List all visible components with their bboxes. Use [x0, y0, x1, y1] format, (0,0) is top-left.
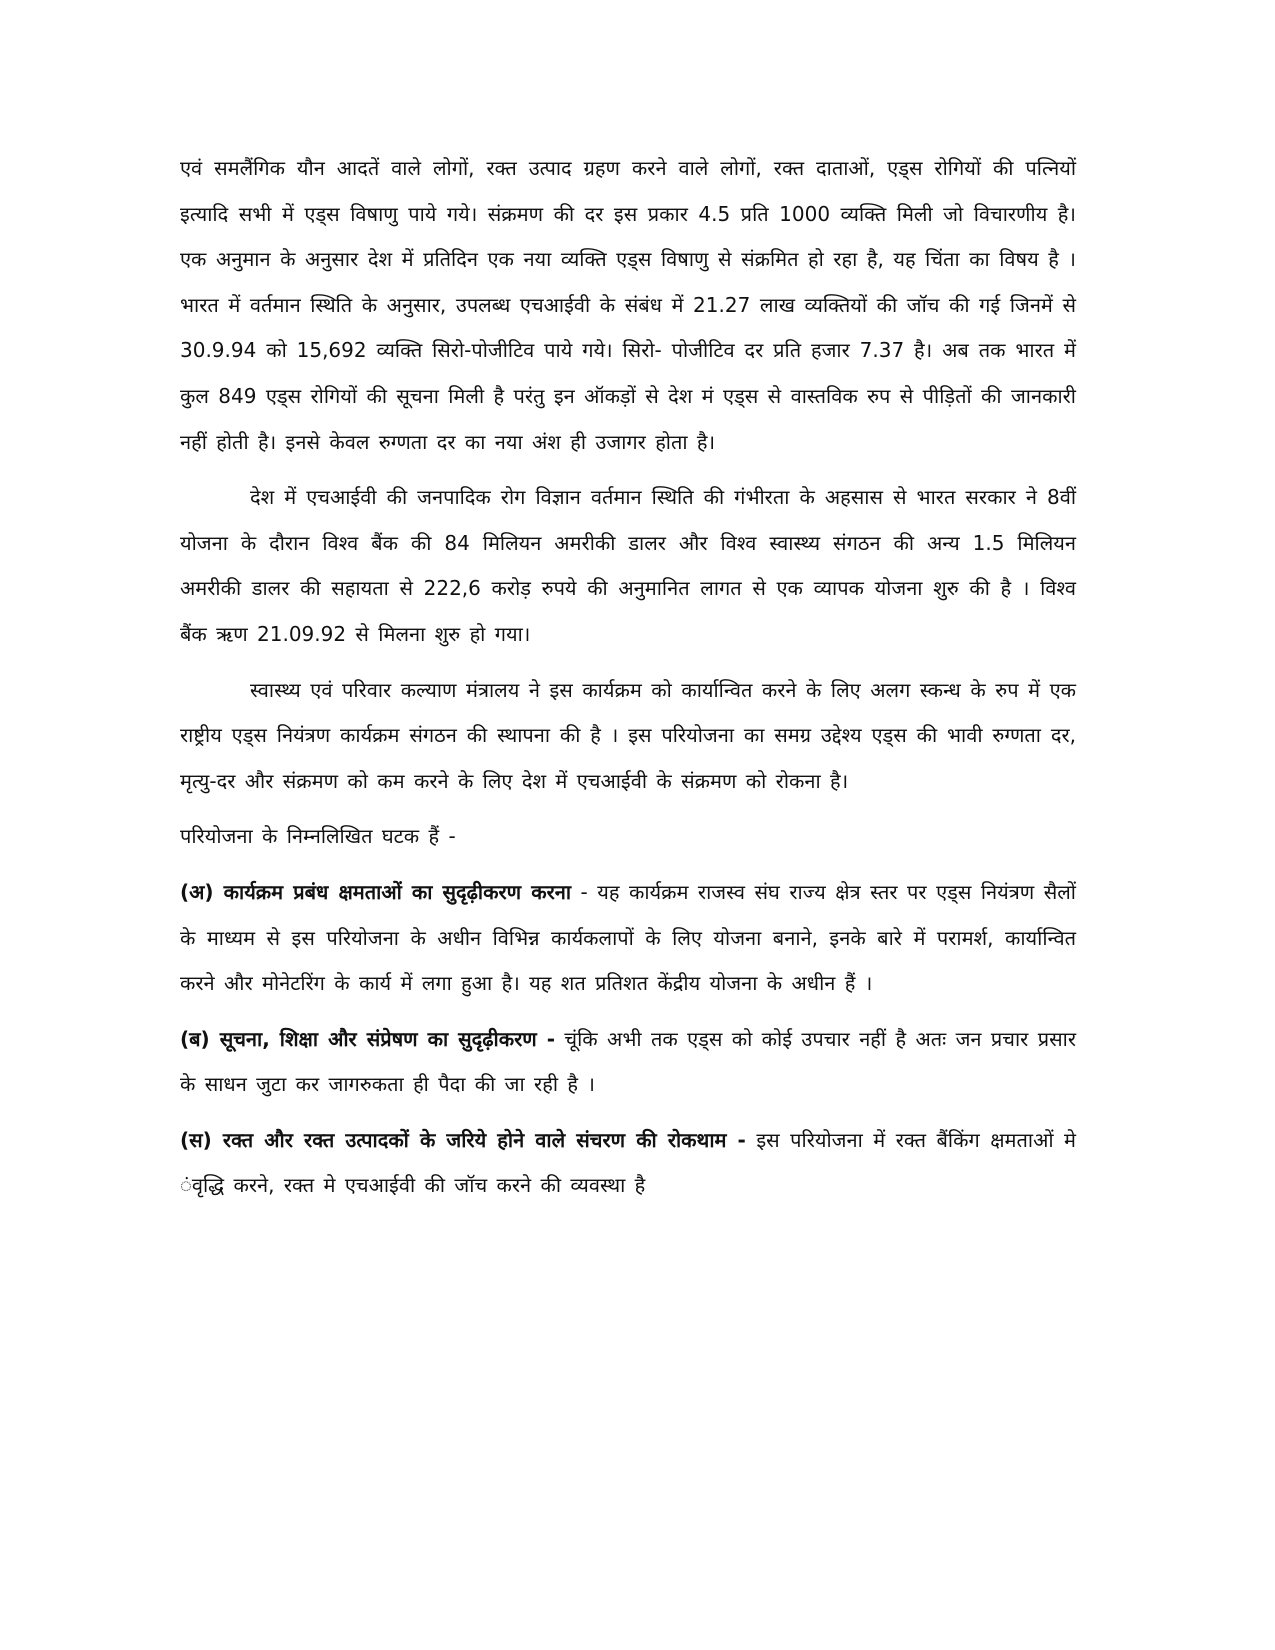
component-b-title: (ब) सूचना, शिक्षा और संप्रेषण का सुदृढ़ीकरण - [180, 1026, 556, 1051]
component-c-title: (स) रक्त और रक्त उत्पादकों के जरिये होने वाले संचरण की रोकथाम - [180, 1127, 746, 1152]
component-b [180, 1017, 1076, 1108]
paragraph-3: स्वास्थ्य एवं परिवार कल्याण मंत्रालय ने इस कार्यक्रम को कार्यान्वित करने के लिए अलग स्कन्ध के रुप में एक राष्ट्रीय एड्स नियंत्रण कार्यक्रम संगठन की स्थापना की है । इस परियोजना का समग्र उद्देश्य एड्स की भावी रुग्णता दर, मृत्यु-दर और संक्रमण को कम करने के लिए देश में एचआईवी के संक्रमण को रोकना है। [180, 677, 1076, 793]
components-intro: परियोजना के निम्नलिखित घटक हैं - [180, 824, 456, 849]
component-a [180, 870, 1076, 1007]
document-page [180, 146, 1076, 1219]
component-c [180, 1118, 1076, 1209]
component-c-text: इस परियोजना में रक्त बैंकिंग क्षमताओं मे ंवृद्धि करने, रक्त मे एचआईवी की जॉच करने की व्यवस्था है [180, 1127, 1076, 1198]
paragraph-2: देश में एचआईवी की जनपादिक रोग विज्ञान वर्तमान स्थिति की गंभीरता के अहसास से भारत सरकार ने 8वीं योजना के दौरान विश्व बैंक की 84 मिलियन अमरीकी डालर और विश्व स्वास्थ्य संगठन की अन्य 1.5 मिलियन अमरीकी डालर की सहायता से 222,6 करोड़ रुपये की अनुमानित लागत से एक व्यापक योजना शुरु की है । विश्व बैंक ऋण 21.09.92 से मिलना शुरु हो गया। [180, 485, 1076, 646]
component-a-title: (अ) कार्यक्रम प्रबंध क्षमताओं का सुदृढ़ीकरण करना [180, 879, 572, 904]
component-a-text: - यह कार्यक्रम राजस्व संघ राज्य क्षेत्र स्तर पर एड्स नियंत्रण सैलों के माध्यम से इस परियोजना के अधीन विभिन्न कार्यकलापों के लिए योजना बनाने, इनके बारे में परामर्श, कार्यान्वित करने और मोनेटरिंग के कार्य में लगा हुआ है। यह शत प्रतिशत केंद्रीय योजना के अधीन हैं । [180, 879, 1076, 996]
paragraph-1: एवं समलैंगिक यौन आदतें वाले लोगों, रक्त उत्पाद ग्रहण करने वाले लोगों, रक्त दाताओं, एड्स रोगियों की पत्नियों इत्यादि सभी में एड्स विषाणु पाये गये। संक्रमण की दर इस प्रकार 4.5 प्रति 1000 व्यक्ति मिली जो विचारणीय है। एक अनुमान के अनुसार देश में प्रतिदिन एक नया व्यक्ति एड्स विषाणु से संक्रमित हो रहा है, यह चिंता का विषय है । भारत में वर्तमान स्थिति के अनुसार, उपलब्ध एचआईवी के संबंध में 21.27 लाख व्यक्तियों की जॉच की गई जिनमें से 30.9.94 को 15,692 व्यक्ति सिरो-पोजीटिव पाये गये। सिरो- पोजीटिव दर प्रति हजार 7.37 है। अब तक भारत में कुल 849 एड्स रोगियों की सूचना मिली है परंतु इन ऑकड़ों से देश मं एड्स से वास्तविक रुप से पीड़ितों की जानकारी नहीं होती है। इनसे केवल रुग्णता दर का नया अंश ही उजागर होता है। [180, 156, 1076, 454]
component-b-text: चूंकि अभी तक एड्स को कोई उपचार नहीं है अतः जन प्रचार प्रसार के साधन जुटा कर जागरुकता ही पैदा की जा रही है । [180, 1026, 1077, 1097]
